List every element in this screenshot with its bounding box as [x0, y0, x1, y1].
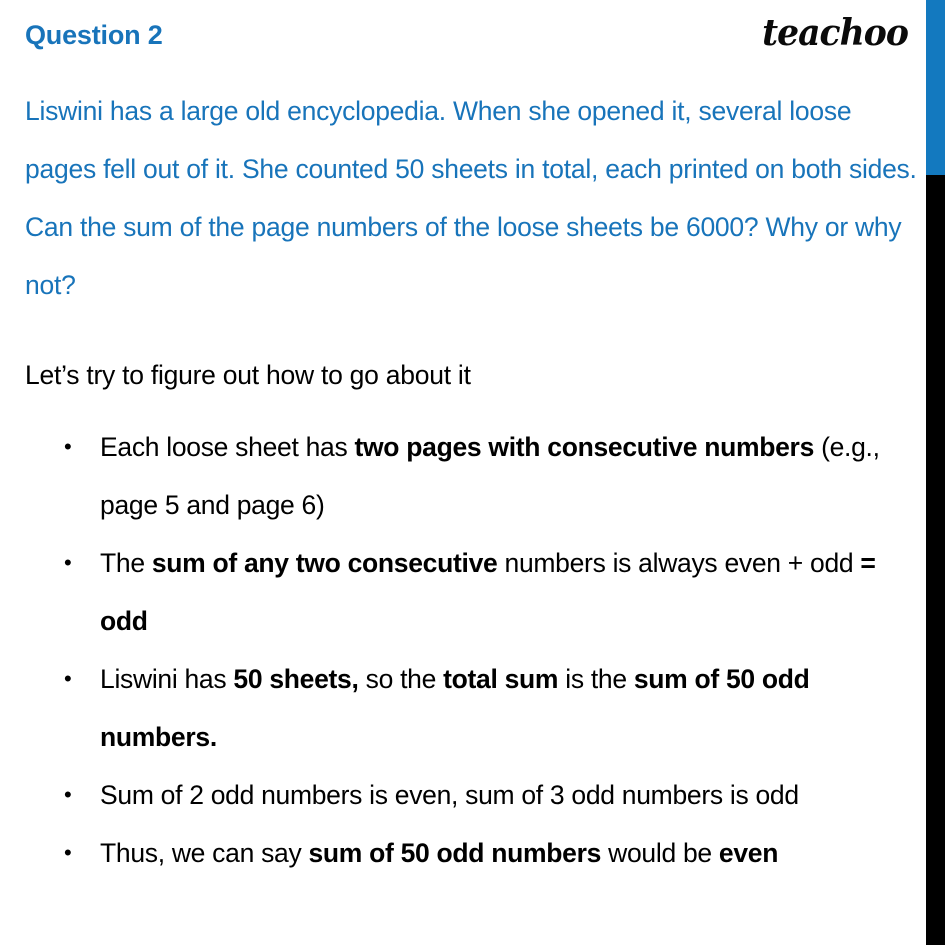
- bullet-dot-icon: •: [64, 434, 72, 459]
- bullet-dot-icon: •: [64, 666, 72, 691]
- question-text: Liswini has a large old encyclopedia. When she opened it, several loose pages fell out of it. She counted 50 sheets in total, each printed on both sides. Can the sum of the page numbers of the loose sheets be 6000? Why or why not?: [25, 96, 917, 300]
- teachoo-logo: teachoo: [762, 12, 908, 54]
- list-item: [0, 534, 926, 650]
- list-item-label: Liswini has 50 sheets, so the total sum is the sum of 50 odd numbers.: [100, 664, 810, 752]
- list-item-label: Each loose sheet has two pages with consecutive numbers (e.g., page 5 and page 6): [100, 432, 880, 520]
- edge-decoration: [926, 0, 945, 945]
- lead-in-text: Let’s try to figure out how to go about it: [25, 360, 471, 390]
- list-item: [0, 418, 926, 534]
- bullet-dot-icon: •: [64, 550, 72, 575]
- edge-bar-black: [926, 175, 945, 945]
- list-item-label: Thus, we can say sum of 50 odd numbers would be even: [100, 838, 779, 868]
- explanation-list: [0, 418, 926, 882]
- list-item-label: Sum of 2 odd numbers is even, sum of 3 odd numbers is odd: [100, 780, 799, 810]
- page-title: Question 2: [25, 20, 163, 50]
- list-item-label: The sum of any two consecutive numbers is always even + odd = odd: [100, 548, 876, 636]
- bullet-dot-icon: •: [64, 840, 72, 865]
- list-item: [0, 824, 926, 882]
- list-item: [0, 766, 926, 824]
- edge-bar-blue: [926, 0, 945, 175]
- list-item: [0, 650, 926, 766]
- header: [0, 0, 926, 62]
- bullet-dot-icon: •: [64, 782, 72, 807]
